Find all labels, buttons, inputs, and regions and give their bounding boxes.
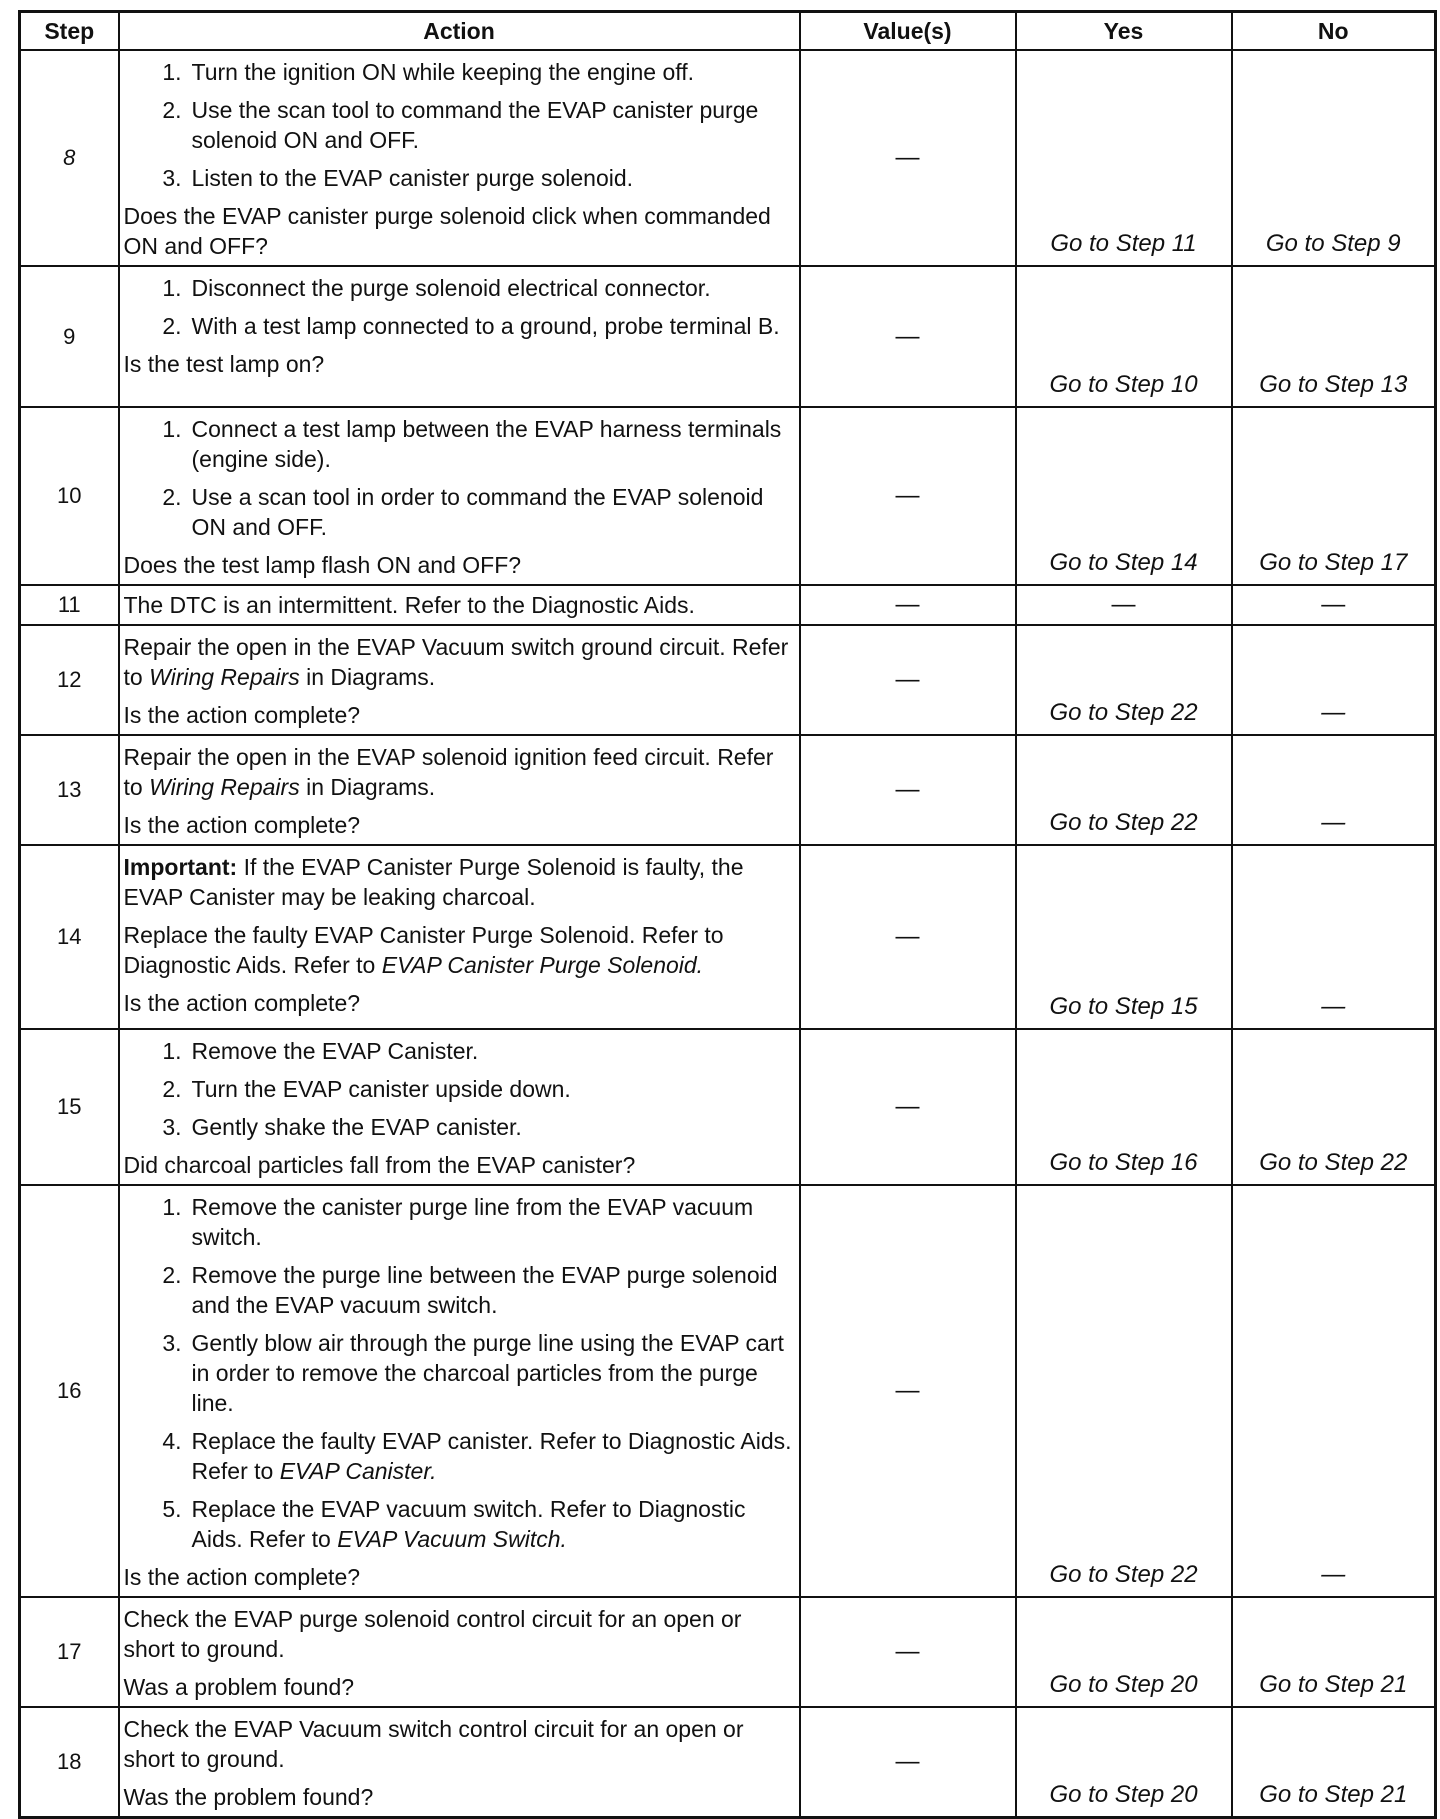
yes-result: Go to Step 11 — [1016, 50, 1232, 266]
action-cell — [119, 1029, 800, 1185]
header-yes: Yes — [1016, 12, 1232, 51]
value-cell: — — [800, 50, 1016, 266]
step-number: 11 — [20, 585, 119, 625]
step-number: 14 — [20, 845, 119, 1029]
value-cell: — — [800, 266, 1016, 407]
yes-result: Go to Step 16 — [1016, 1029, 1232, 1185]
action-cell — [119, 407, 800, 585]
step-number: 15 — [20, 1029, 119, 1185]
table-row — [20, 50, 1436, 266]
action-text: Repair the open in the EVAP Vacuum switch ground circuit. Refer to Wiring Repairs in Diagrams. — [123, 634, 789, 690]
question-text: Was a problem found? — [123, 1674, 355, 1700]
no-result: — — [1232, 735, 1436, 845]
header-values: Value(s) — [800, 12, 1016, 51]
question-text: Did charcoal particles fall from the EVAP canister? — [123, 1152, 636, 1178]
action-text: Check the EVAP Vacuum switch control circuit for an open or short to ground. — [123, 1716, 744, 1772]
yes-result: Go to Step 15 — [1016, 845, 1232, 1029]
step-number: 13 — [20, 735, 119, 845]
action-cell — [119, 625, 800, 735]
diagnostic-table — [18, 10, 1437, 1819]
header-row — [20, 12, 1436, 51]
question-text: Is the action complete? — [123, 812, 361, 838]
no-result: Go to Step 21 — [1232, 1707, 1436, 1818]
yes-result: Go to Step 20 — [1016, 1707, 1232, 1818]
action-text: Check the EVAP purge solenoid control circuit for an open or short to ground. — [123, 1606, 742, 1662]
action-cell — [119, 1597, 800, 1707]
table-row — [20, 407, 1436, 585]
step-number: 9 — [20, 266, 119, 407]
list-item: 2. Turn the EVAP canister upside down. — [162, 1076, 571, 1102]
yes-result: Go to Step 20 — [1016, 1597, 1232, 1707]
step-number: 10 — [20, 407, 119, 585]
action-cell — [119, 266, 800, 407]
step-number: 17 — [20, 1597, 119, 1707]
yes-result: Go to Step 10 — [1016, 266, 1232, 407]
list-item: 2. Use a scan tool in order to command the EVAP solenoid ON and OFF. — [162, 484, 764, 540]
table-row — [20, 1029, 1436, 1185]
no-result: — — [1232, 625, 1436, 735]
list-item: 1. Remove the EVAP Canister. — [162, 1038, 479, 1064]
value-cell: — — [800, 585, 1016, 625]
action-text: Repair the open in the EVAP solenoid ignition feed circuit. Refer to Wiring Repairs in Diagrams. — [123, 744, 774, 800]
value-cell: — — [800, 1597, 1016, 1707]
question-text: Was the problem found? — [123, 1784, 374, 1810]
table-row — [20, 585, 1436, 625]
value-cell: — — [800, 845, 1016, 1029]
header-action: Action — [119, 12, 800, 51]
action-cell — [119, 50, 800, 266]
question-text: Does the EVAP canister purge solenoid click when commanded ON and OFF? — [123, 203, 771, 259]
action-cell — [119, 735, 800, 845]
list-item: 3. Gently blow air through the purge line using the EVAP cart in order to remove the charcoal particles from the purge line. — [162, 1330, 784, 1416]
list-item: 4. Replace the faulty EVAP canister. Refer to Diagnostic Aids. Refer to EVAP Canister. — [162, 1428, 792, 1484]
action-text: Replace the faulty EVAP Canister Purge Solenoid. Refer to Diagnostic Aids. Refer to EVAP Canister Purge Solenoid. — [123, 922, 724, 978]
no-result: — — [1232, 585, 1436, 625]
table-row — [20, 1707, 1436, 1818]
list-item: 3. Gently shake the EVAP canister. — [162, 1114, 522, 1140]
value-cell: — — [800, 1707, 1016, 1818]
header-no: No — [1232, 12, 1436, 51]
table-row — [20, 625, 1436, 735]
step-number: 18 — [20, 1707, 119, 1818]
important-note: Important: If the EVAP Canister Purge Solenoid is faulty, the EVAP Canister may be leaking charcoal. — [123, 854, 744, 910]
yes-result: — — [1016, 585, 1232, 625]
list-item: 3. Listen to the EVAP canister purge solenoid. — [162, 165, 634, 191]
list-item: 2. Use the scan tool to command the EVAP canister purge solenoid ON and OFF. — [162, 97, 759, 153]
yes-result: Go to Step 14 — [1016, 407, 1232, 585]
value-cell: — — [800, 1185, 1016, 1597]
question-text: Is the action complete? — [123, 702, 361, 728]
table-row — [20, 266, 1436, 407]
yes-result: Go to Step 22 — [1016, 625, 1232, 735]
question-text: Is the action complete? — [123, 990, 361, 1016]
action-cell — [119, 845, 800, 1029]
yes-result: Go to Step 22 — [1016, 1185, 1232, 1597]
yes-result: Go to Step 22 — [1016, 735, 1232, 845]
list-item: 2. With a test lamp connected to a ground, probe terminal B. — [162, 313, 780, 339]
action-cell: The DTC is an intermittent. Refer to the Diagnostic Aids. — [119, 585, 800, 625]
step-number: 8 — [20, 50, 119, 266]
action-cell — [119, 1707, 800, 1818]
no-result: — — [1232, 1185, 1436, 1597]
header-step: Step — [20, 12, 119, 51]
no-result: Go to Step 9 — [1232, 50, 1436, 266]
no-result: — — [1232, 845, 1436, 1029]
question-text: Is the test lamp on? — [123, 351, 325, 377]
value-cell: — — [800, 1029, 1016, 1185]
question-text: Is the action complete? — [123, 1564, 361, 1590]
value-cell: — — [800, 407, 1016, 585]
list-item: 1. Turn the ignition ON while keeping the engine off. — [162, 59, 694, 85]
value-cell: — — [800, 735, 1016, 845]
step-number: 12 — [20, 625, 119, 735]
no-result: Go to Step 22 — [1232, 1029, 1436, 1185]
step-number: 16 — [20, 1185, 119, 1597]
list-item: 1. Connect a test lamp between the EVAP harness terminals (engine side). — [162, 416, 782, 472]
table-row — [20, 1597, 1436, 1707]
question-text: Does the test lamp flash ON and OFF? — [123, 552, 522, 578]
list-item: 1. Disconnect the purge solenoid electrical connector. — [162, 275, 711, 301]
list-item: 5. Replace the EVAP vacuum switch. Refer to Diagnostic Aids. Refer to EVAP Vacuum Switch. — [162, 1496, 746, 1552]
no-result: Go to Step 13 — [1232, 266, 1436, 407]
no-result: Go to Step 21 — [1232, 1597, 1436, 1707]
action-cell — [119, 1185, 800, 1597]
table-row — [20, 735, 1436, 845]
value-cell: — — [800, 625, 1016, 735]
no-result: Go to Step 17 — [1232, 407, 1436, 585]
table-row — [20, 1185, 1436, 1597]
list-item: 1. Remove the canister purge line from the EVAP vacuum switch. — [162, 1194, 754, 1250]
list-item: 2. Remove the purge line between the EVAP purge solenoid and the EVAP vacuum switch. — [162, 1262, 778, 1318]
table-row — [20, 845, 1436, 1029]
